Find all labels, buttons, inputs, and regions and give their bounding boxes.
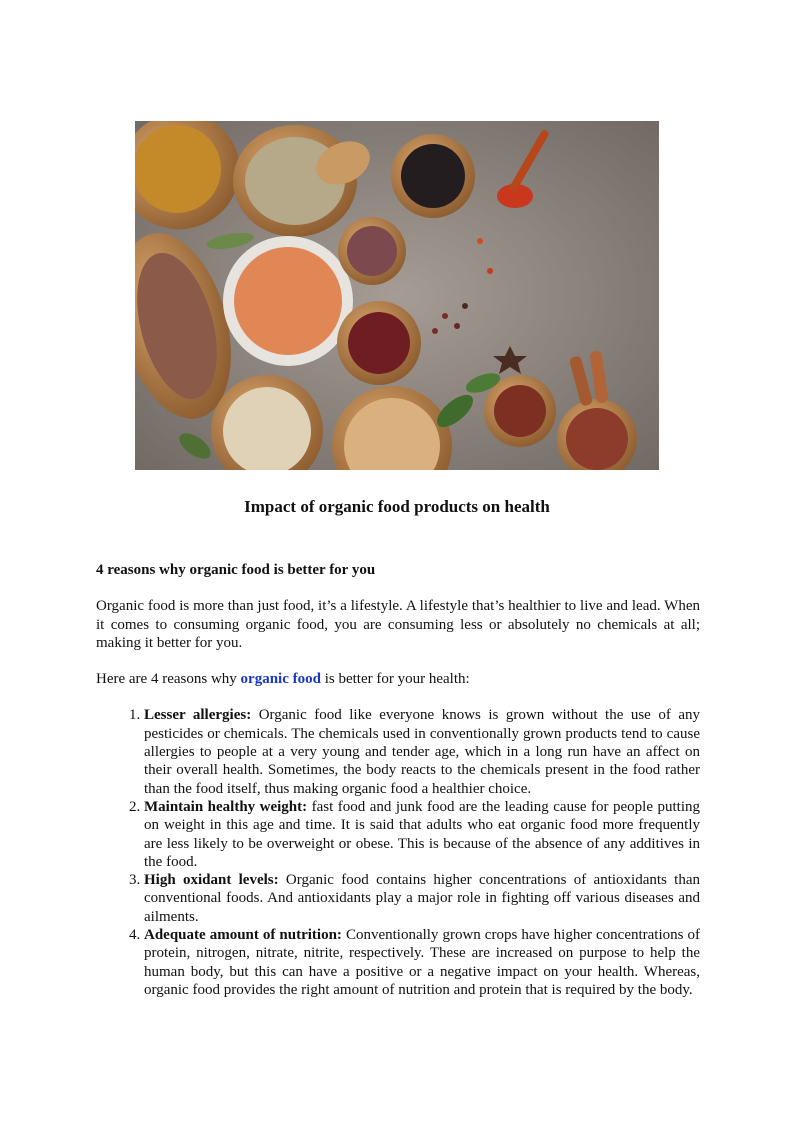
organic-food-photo xyxy=(135,121,659,470)
section-subheading: 4 reasons why organic food is better for you xyxy=(96,562,376,578)
reason-text: Organic food like everyone knows is grown without the use of any pesticides or chemicals. The chemicals used in conventionally grown products tend to cause allergies to people at a very young and tender age, which in a long run have an affect on their overall health. Sometimes, the body reacts to the chemicals present in the food rather than the food itself, thus making organic food a healthier choice. xyxy=(144,707,700,797)
list-item xyxy=(144,706,700,797)
reasons-list xyxy=(96,706,700,999)
intro-paragraph: Organic food is more than just food, it’s a lifestyle. A lifestyle that’s healthier to live and lead. When it comes to consuming organic food, you are consuming less or absolutely no chemicals at all; making it better for you. xyxy=(96,598,700,651)
reason-text: fast food and junk food are the leading cause for people putting on weight in this age and time. It is said that adults who eat organic food more frequently are less likely to be overweight or obese. This is because of the absence of any additives in the food. xyxy=(144,798,700,870)
reason-heading: High oxidant levels: xyxy=(144,872,279,889)
reason-text: Conventionally grown crops have higher concentrations of protein, nitrogen, nitrate, nitrite, respectively. These are increased on purpose to help the human body, but this can have a positive or a negative impact on your health. Whereas, organic food provides the right amount of nutrition and protein that is required by the body. xyxy=(144,927,700,998)
reason-heading: Maintain healthy weight: xyxy=(144,798,308,815)
reason-heading: Lesser allergies: xyxy=(144,707,252,724)
article-body xyxy=(96,561,700,999)
reason-heading: Adequate amount of nutrition: xyxy=(144,927,342,944)
organic-food-link[interactable]: organic food xyxy=(240,671,321,688)
list-item xyxy=(144,926,700,999)
reasons-intro-paragraph xyxy=(96,670,700,688)
page-title: Impact of organic food products on health xyxy=(244,497,550,516)
reason-text: Organic food contains higher concentrations of antioxidants than conventional foods. And antioxidants play a major role in fighting off various diseases and ailments. xyxy=(144,872,701,925)
list-item xyxy=(144,798,700,871)
reasons-intro-before: Here are 4 reasons why xyxy=(96,671,241,688)
reasons-intro-after: is better for your health: xyxy=(320,671,470,688)
list-item xyxy=(144,871,700,926)
